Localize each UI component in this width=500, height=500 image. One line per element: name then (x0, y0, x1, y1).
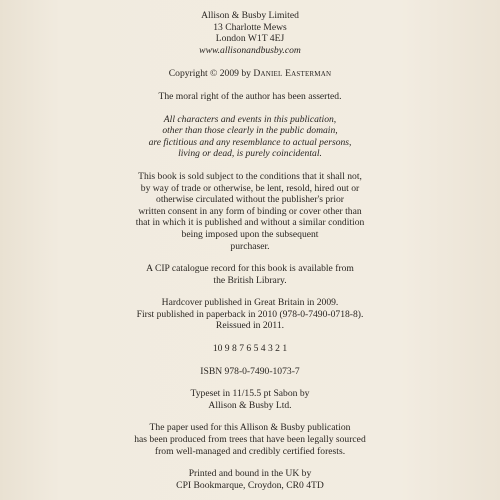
paper-line: from well-managed and credibly certified forests. (154, 445, 346, 457)
print-line (40, 343, 460, 355)
moral-right-text: The moral right of the author has been asserted. (158, 90, 342, 102)
cip-record (40, 263, 460, 286)
sale-conditions-line: being imposed upon the subsequent (181, 228, 319, 240)
history-line: Hardcover published in Great Britain in 2009. (161, 297, 339, 309)
history-line: First published in paperback in 2010 (978-0-7490-0718-8). (136, 308, 364, 320)
publication-history (40, 297, 460, 332)
paper-line: The paper used for this Allison & Busby publication (149, 422, 351, 434)
printer-line: CPI Bookmarque, Croydon, CR0 4TD (176, 479, 324, 491)
sale-conditions-line: written consent in any form of binding or cover other than (138, 205, 362, 217)
sale-conditions-line: otherwise circulated without the publisher's prior (156, 194, 344, 206)
publisher-address (40, 10, 460, 56)
moral-right-notice (40, 91, 460, 103)
disclaimer-line: All characters and events in this publication, (163, 113, 337, 125)
copyright-author: Daniel Easterman (253, 68, 332, 80)
disclaimer-line: living or dead, is purely coincidental. (178, 148, 322, 160)
cip-line: the British Library. (213, 274, 287, 286)
sale-conditions-line: purchaser. (230, 240, 270, 252)
printer-line: Printed and bound in the UK by (188, 468, 312, 480)
isbn-number: ISBN 978-0-7490-1073-7 (200, 365, 300, 377)
publisher-street: 13 Charlotte Mews (213, 21, 287, 33)
disclaimer-line: other than those clearly in the public domain, (162, 125, 338, 137)
paper-note (40, 422, 460, 457)
typeset-line: Allison & Busby Ltd. (208, 399, 292, 411)
page-content (40, 10, 460, 491)
sale-conditions-line: by way of trade or otherwise, be lent, resold, hired out or (140, 182, 360, 194)
fiction-disclaimer (40, 114, 460, 160)
sale-conditions-line: This book is sold subject to the conditions that it shall not, (138, 170, 362, 182)
publisher-website: www.allisonandbusby.com (199, 44, 301, 56)
print-line-numbers: 10 9 8 7 6 5 4 3 2 1 (212, 343, 288, 355)
isbn (40, 366, 460, 378)
sale-conditions (40, 171, 460, 252)
cip-line: A CIP catalogue record for this book is available from (146, 263, 354, 275)
history-line: Reissued in 2011. (215, 320, 285, 332)
disclaimer-line: are fictitious and any resemblance to actual persons, (148, 136, 352, 148)
typeset-note (40, 388, 460, 411)
publisher-name: Allison & Busby Limited (201, 10, 299, 21)
copyright-notice (40, 68, 460, 80)
paper-line: has been produced from trees that have been legally sourced (134, 434, 366, 446)
printer-note (40, 468, 460, 491)
copyright-prefix: Copyright © 2009 by (168, 68, 251, 80)
sale-conditions-line: that in which it is published and without a similar condition (135, 217, 365, 229)
typeset-line: Typeset in 11/15.5 pt Sabon by (190, 388, 310, 400)
publisher-city: London W1T 4EJ (215, 33, 285, 45)
